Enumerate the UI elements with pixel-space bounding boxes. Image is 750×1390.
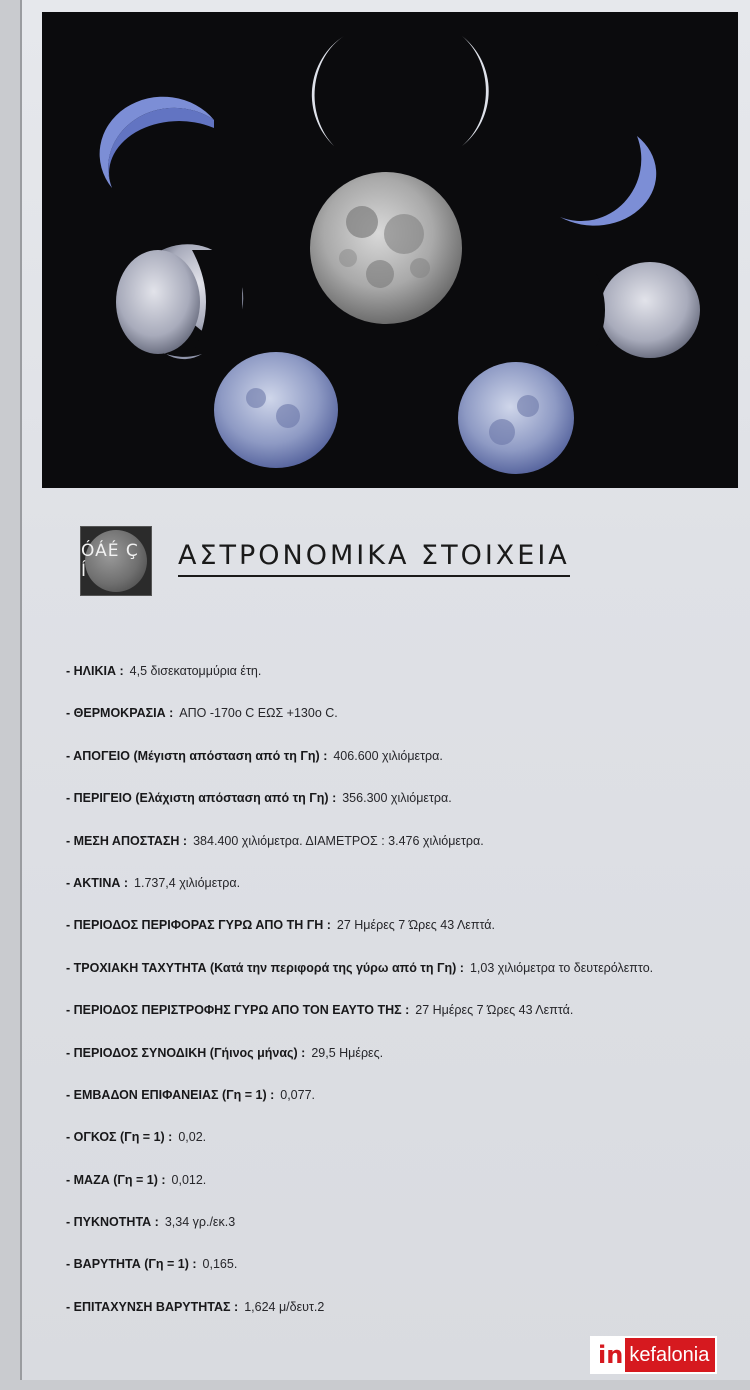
fact-age <box>66 664 653 706</box>
fact-label: - ΟΓΚΟΣ (Γη = 1) : <box>66 1130 173 1145</box>
fact-apogee <box>66 749 653 791</box>
fact-radius <box>66 876 653 918</box>
fact-orbital-period <box>66 918 653 960</box>
fact-value: 384.400 χιλιόμετρα. ΔΙΑΜΕΤΡΟΣ : 3.476 χιλιόμετρα. <box>193 833 484 848</box>
watermark-prefix: in <box>592 1338 625 1372</box>
fact-value: 0,165. <box>202 1257 238 1272</box>
fact-value: 0,077. <box>280 1087 316 1102</box>
fact-perigee <box>66 791 653 833</box>
fact-label: - ΤΡΟΧΙΑΚΗ ΤΑΧΥΤΗΤΑ (Κατά την περιφορά της γύρω από τη Γη) : <box>66 960 464 975</box>
fact-label: - ΒΑΡΥΤΗΤΑ (Γη = 1) : <box>66 1257 197 1272</box>
fact-label: - ΑΚΤΙΝΑ : <box>66 875 129 890</box>
fact-value: 1,624 μ/δευτ.2 <box>244 1299 325 1314</box>
moon-phases-photo <box>42 12 738 488</box>
fact-gravity <box>66 1257 653 1299</box>
fact-label: - ΜΕΣΗ ΑΠΟΣΤΑΣΗ : <box>66 833 188 848</box>
moon-bottom-right-gibbous <box>458 362 574 474</box>
fact-orbital-speed <box>66 961 653 1003</box>
fact-label: - ΕΜΒΑΔΟΝ ΕΠΙΦΑΝΕΙΑΣ (Γη = 1) : <box>66 1087 275 1102</box>
fact-value: 0,02. <box>178 1130 207 1145</box>
fact-rotation-period <box>66 1003 653 1045</box>
fact-label: - ΠΕΡΙΟΔΟΣ ΠΕΡΙΦΟΡΑΣ ΓΥΡΩ ΑΠΟ ΤΗ ΓΗ : <box>66 918 331 933</box>
fact-mean-distance <box>66 834 653 876</box>
fact-value: 4,5 δισεκατομμύρια έτη. <box>129 664 262 678</box>
logo-text: ÓÁÉ Ç Í <box>81 541 139 581</box>
fact-volume <box>66 1130 653 1172</box>
fact-mass <box>66 1173 653 1215</box>
fact-value: 0,012. <box>171 1172 207 1187</box>
moon-left-gibbous <box>116 244 243 359</box>
fact-label: - ΘΕΡΜΟΚΡΑΣΙΑ : <box>66 706 174 721</box>
fact-value: 406.600 χιλιόμετρα. <box>333 748 443 763</box>
fact-label: - ΑΠΟΓΕΙΟ (Μέγιστη απόσταση από τη Γη) : <box>66 748 328 763</box>
fact-label: - ΜΑΖΑ (Γη = 1) : <box>66 1172 166 1187</box>
moon-bottom-left-gibbous <box>214 352 338 468</box>
fact-synodic-period <box>66 1046 653 1088</box>
logo <box>80 526 152 596</box>
page-title: ΑΣΤΡΟΝΟΜΙΚΑ ΣΤΟΙΧΕΙΑ <box>178 540 570 577</box>
fact-label: - ΠΥΚΝΟΤΗΤΑ : <box>66 1215 159 1230</box>
moon-full-center <box>310 172 462 324</box>
fact-value: 3,34 γρ./εκ.3 <box>164 1215 236 1230</box>
fact-label: - ΠΕΡΙΓΕΙΟ (Ελάχιστη απόσταση από τη Γη) : <box>66 791 337 806</box>
fact-value: 356.300 χιλιόμετρα. <box>342 791 452 806</box>
fact-label: - ΠΕΡΙΟΔΟΣ ΣΥΝΟΔΙΚΗ (Γήινος μήνας) : <box>66 1045 306 1060</box>
fact-value: 1.737,4 χιλιόμετρα. <box>134 875 241 890</box>
fact-label: - ΗΛΙΚΙΑ : <box>66 664 124 678</box>
fact-value: 1,03 χιλιόμετρα το δευτερόλεπτο. <box>469 960 654 975</box>
moon-phases-illustration <box>42 12 738 488</box>
fact-surface-area <box>66 1088 653 1130</box>
fact-value: 27 Ημέρες 7 Ώρες 43 Λεπτά. <box>336 918 495 933</box>
fact-density <box>66 1215 653 1257</box>
fact-gravity-acceleration <box>66 1300 653 1342</box>
fact-label: - ΠΕΡΙΟΔΟΣ ΠΕΡΙΣΤΡΟΦΗΣ ΓΥΡΩ ΑΠΟ ΤΟΝ ΕΑΥΤΟ ΤΗΣ : <box>66 1003 410 1018</box>
facts-list <box>66 664 653 1342</box>
fact-value: 29,5 Ημέρες. <box>311 1045 384 1060</box>
watermark-name: kefalonia <box>625 1338 715 1372</box>
fact-value: ΑΠΟ -170ο C ΕΩΣ +130ο C. <box>179 706 338 721</box>
poster <box>20 0 750 1380</box>
fact-label: - ΕΠΙΤΑΧΥΝΣΗ ΒΑΡΥΤΗΤΑΣ : <box>66 1299 239 1314</box>
fact-temperature <box>66 706 653 748</box>
inkefalonia-watermark <box>592 1338 715 1372</box>
fact-value: 27 Ημέρες 7 Ώρες 43 Λεπτά. <box>415 1003 574 1018</box>
